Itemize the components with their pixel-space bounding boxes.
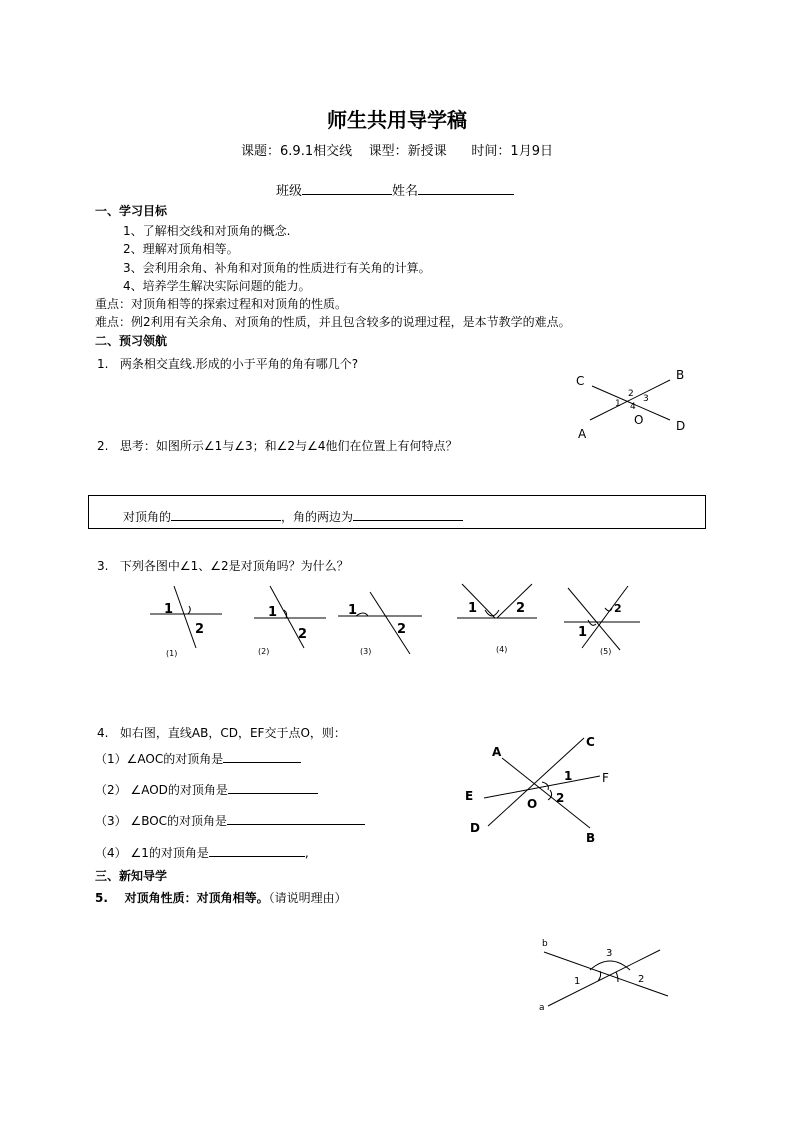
angle-label: 2 — [628, 389, 634, 399]
label-a: a — [539, 1003, 545, 1013]
goal-item: 3、会利用余角、补角和对顶角的性质进行有关角的计算。 — [123, 261, 431, 275]
figure-caption: (4) — [496, 645, 508, 654]
answer-blank[interactable] — [223, 750, 301, 763]
answer-blank[interactable] — [209, 844, 305, 857]
q5-property: 5. 对顶角性质：对顶角相等。 — [95, 891, 269, 905]
class-label: 班级 — [276, 184, 303, 199]
figure-three-lines — [460, 730, 630, 850]
page-title: 师生共用导学稿 — [327, 108, 467, 132]
label-c: C — [576, 374, 585, 388]
angle-1-label: 1 — [564, 769, 573, 783]
label-o: O — [527, 797, 538, 811]
q4-tail: , — [304, 846, 309, 860]
definition-text: ，角的两边为 — [281, 510, 354, 524]
angle-label: 3 — [643, 394, 649, 404]
figure-set-q3 — [140, 578, 660, 663]
angle-1-label: 1 — [578, 625, 588, 640]
angle-1-label: 1 — [574, 976, 581, 987]
figure-caption: (2) — [258, 647, 270, 656]
angle-2-label: 2 — [298, 627, 308, 642]
angle-1-label: 1 — [268, 605, 278, 620]
section-goals-heading: 一、学习目标 — [95, 204, 168, 218]
figure-caption: (5) — [600, 647, 612, 656]
angle-2-label: 2 — [516, 601, 526, 616]
label-a: A — [492, 745, 502, 759]
label-b: B — [586, 831, 596, 845]
sides-blank[interactable] — [353, 508, 463, 521]
goal-item: 4、培养学生解决实际问题的能力。 — [123, 279, 311, 293]
figure-vertical-angles — [536, 936, 676, 1016]
figure-1 — [150, 586, 222, 658]
question-1: 1. 两条相交直线.形成的小于平角的角有哪几个? — [97, 357, 359, 371]
label-a: A — [578, 427, 587, 441]
angle-3-label: 3 — [606, 948, 613, 959]
angle-1-label: 1 — [348, 603, 358, 618]
angle-2-label: 2 — [614, 602, 622, 615]
section-preview-heading: 二、预习领航 — [95, 334, 168, 348]
label-d: D — [470, 821, 480, 835]
q4-item — [95, 812, 365, 829]
figure-2 — [254, 586, 326, 656]
label-o: O — [634, 413, 644, 427]
angle-2-label: 2 — [556, 791, 565, 805]
angle-2-label: 2 — [638, 974, 645, 985]
line-ab — [502, 758, 590, 828]
q4-item — [95, 750, 301, 767]
figure-intersecting-lines — [570, 362, 700, 442]
question-2: 2. 思考：如图所示∠1与∠3；和∠2与∠4他们在位置上有何特点？ — [97, 439, 458, 453]
answer-blank[interactable] — [228, 781, 318, 794]
label-d: D — [676, 419, 686, 433]
angle-1-label: 1 — [164, 602, 174, 617]
figure-caption: (3) — [360, 647, 372, 656]
definition-text: 对顶角的 — [123, 510, 172, 524]
q5-tail: （请说明理由） — [268, 891, 347, 905]
angle-2-label: 2 — [397, 622, 407, 637]
label-c: C — [586, 735, 595, 749]
q4-item-text: （2） ∠AOD的对顶角是 — [95, 783, 228, 797]
name-label: 姓名 — [392, 184, 419, 199]
label-f: F — [602, 771, 609, 785]
goal-item: 2、理解对顶角相等。 — [123, 242, 239, 256]
question-4: 4. 如右图，直线AB，CD，EF交于点O，则： — [97, 726, 346, 740]
line-ef — [484, 776, 600, 798]
label-e: E — [465, 789, 474, 803]
q4-item — [95, 844, 309, 861]
answer-blank[interactable] — [227, 812, 365, 825]
goal-item: 1、了解相交线和对顶角的概念. — [123, 224, 291, 238]
angle-2-label: 2 — [195, 622, 205, 637]
angle-label: 1 — [615, 399, 621, 409]
figure-5 — [564, 586, 640, 656]
q4-item-text: （3） ∠BOC的对顶角是 — [95, 814, 228, 828]
section-new-knowledge-heading: 三、新知导学 — [95, 869, 168, 883]
name-blank[interactable] — [418, 182, 514, 195]
class-blank[interactable] — [302, 182, 392, 195]
figure-3 — [338, 592, 422, 656]
label-b: B — [676, 368, 685, 382]
angle-label: 4 — [630, 402, 636, 412]
question-5 — [95, 889, 347, 906]
figure-caption: (1) — [166, 649, 178, 658]
q4-item-text: （1）∠AOC的对顶角是 — [95, 752, 224, 766]
definition-row — [123, 508, 463, 525]
lesson-info: 课题：6.9.1相交线 课型：新授课 时间：1月9日 — [241, 144, 553, 159]
line-ab — [590, 380, 670, 420]
class-name-row — [276, 180, 514, 199]
question-3: 3. 下列各图中∠1、∠2是对顶角吗？为什么？ — [97, 559, 349, 573]
key-point: 重点：对顶角相等的探索过程和对顶角的性质。 — [95, 297, 348, 311]
difficulty: 难点：例2利用有关余角、对顶角的性质，并且包含较多的说理过程，是本节教学的难点。 — [95, 315, 571, 329]
figure-4 — [457, 584, 537, 654]
definition-blank[interactable] — [171, 508, 281, 521]
q4-item-text: （4） ∠1的对顶角是 — [95, 846, 209, 860]
angle-1-label: 1 — [468, 601, 478, 616]
label-b: b — [542, 939, 548, 949]
q4-item — [95, 781, 318, 798]
